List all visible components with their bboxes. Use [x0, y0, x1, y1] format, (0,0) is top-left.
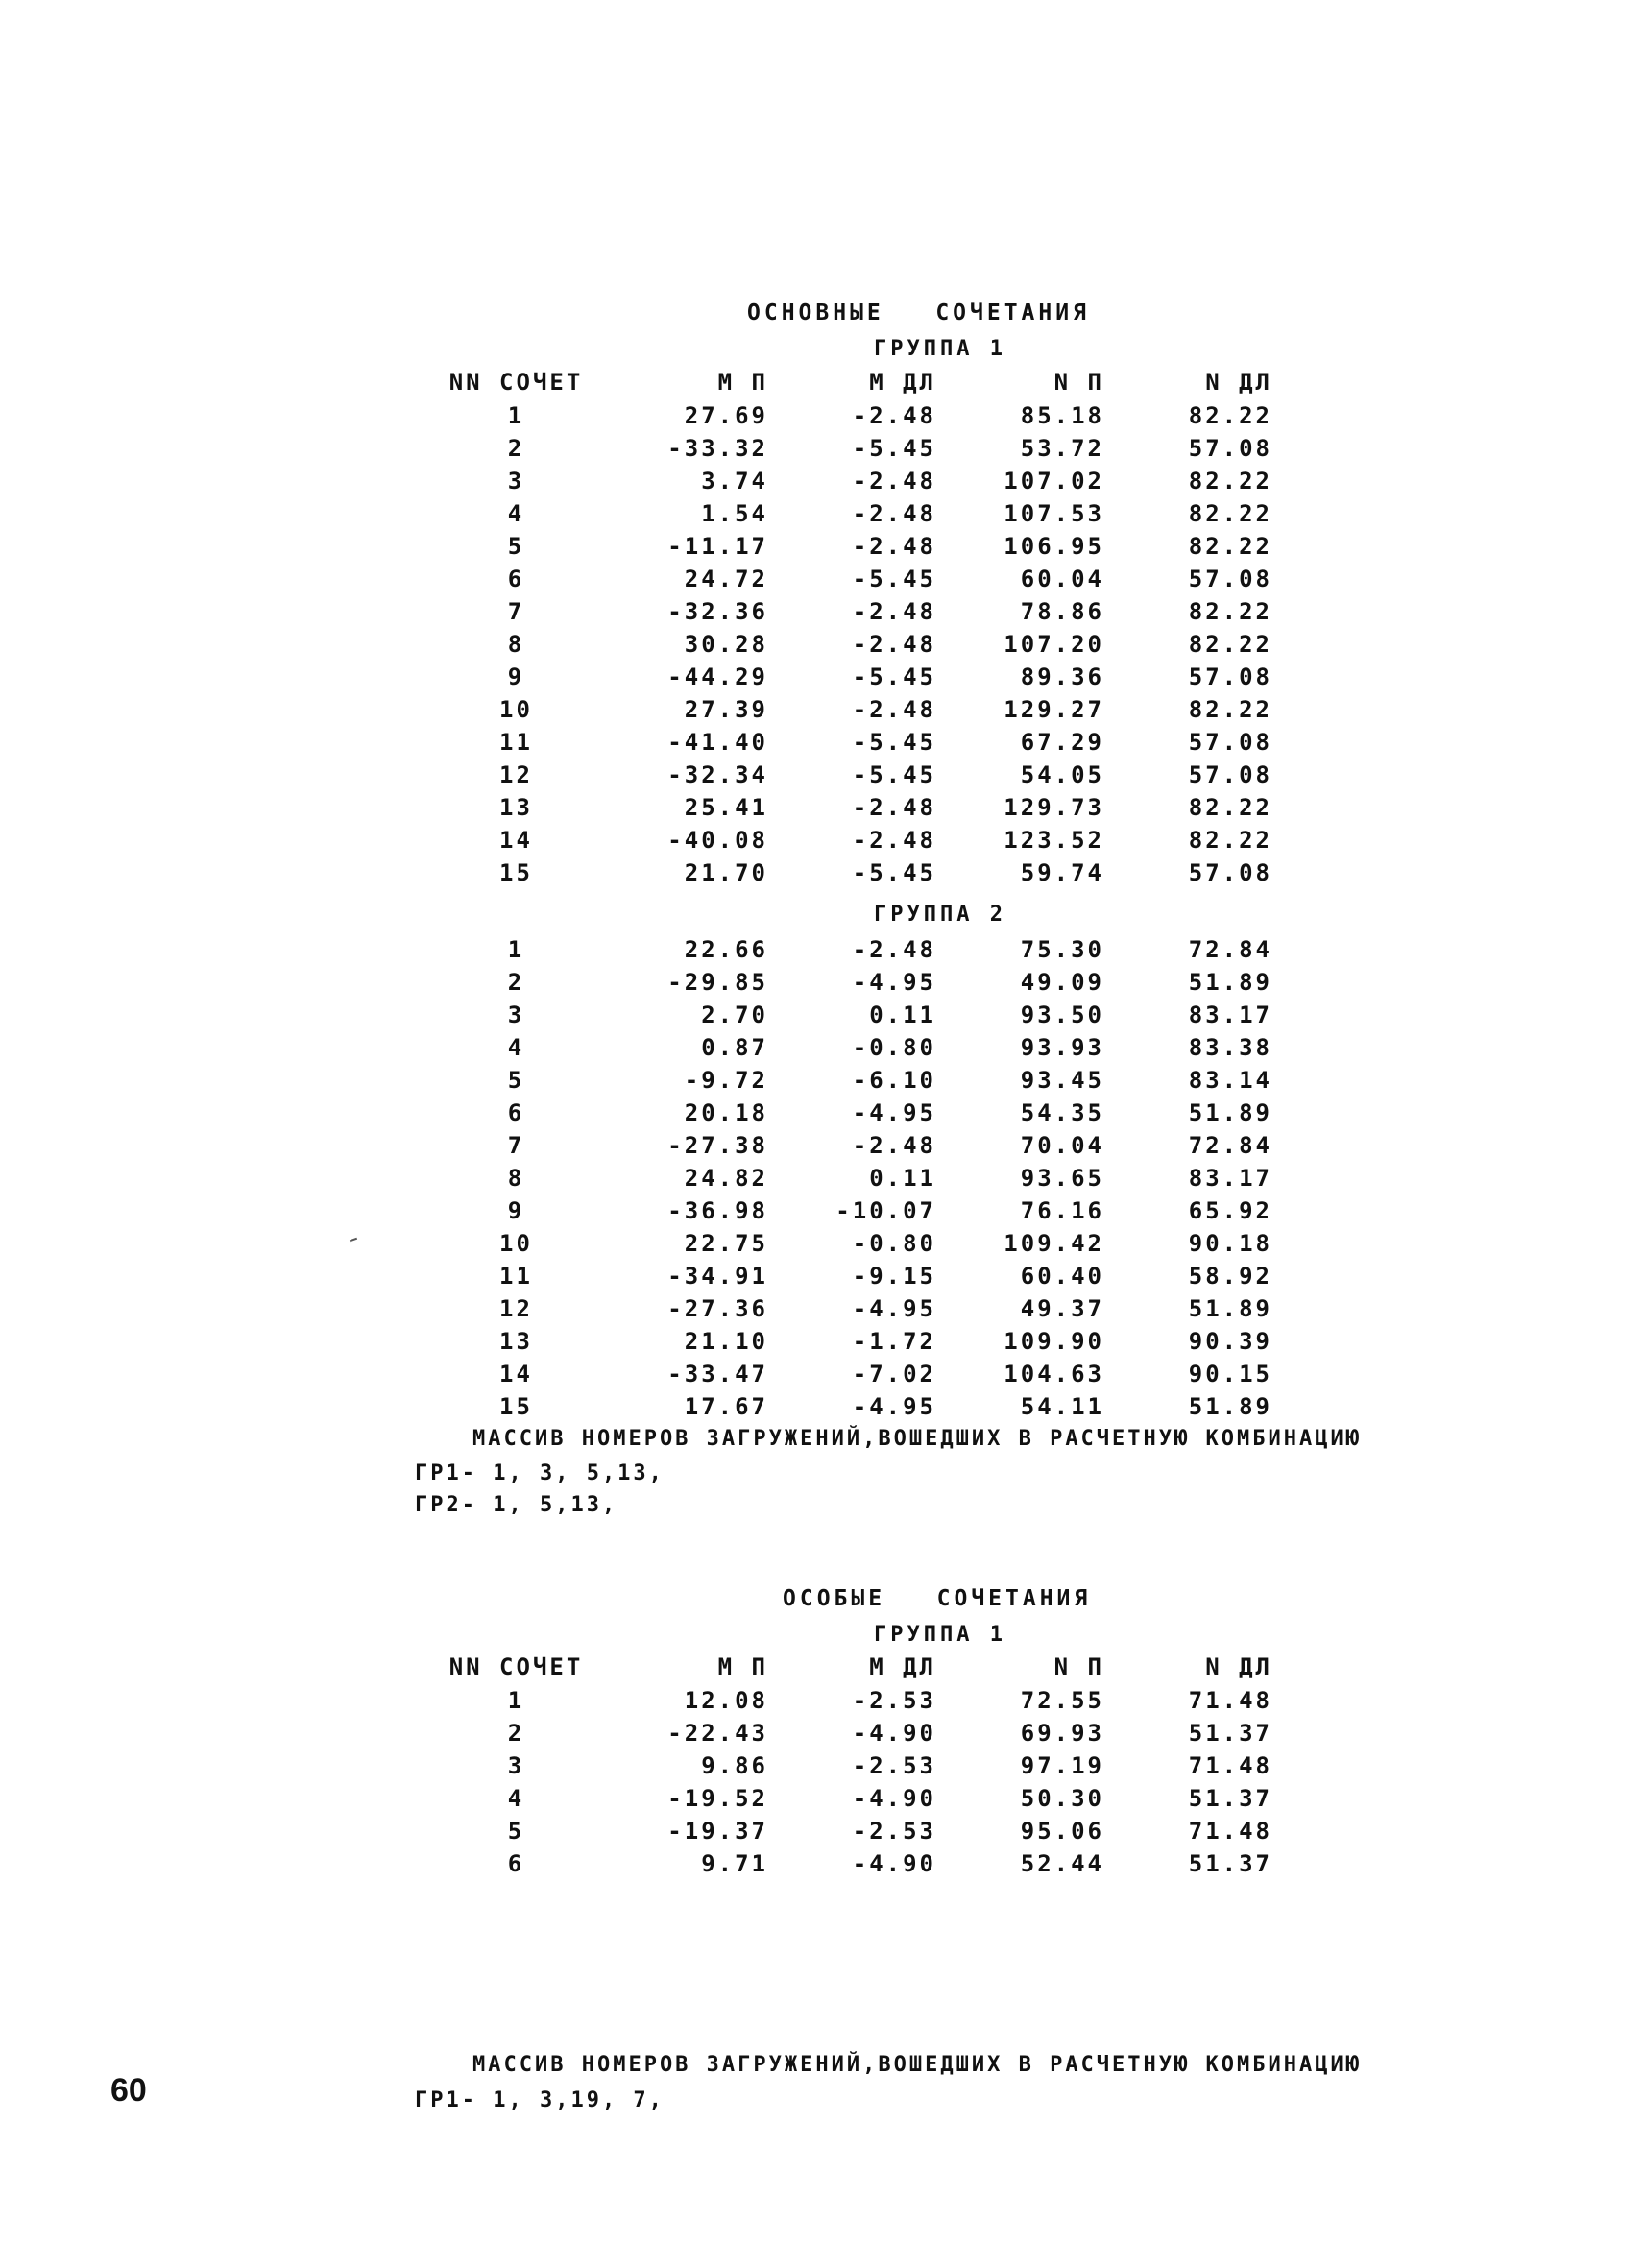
combination-number: 8: [507, 631, 525, 658]
m-dl-value: -0.80: [852, 1230, 936, 1257]
n-dl-value: 90.18: [1188, 1230, 1272, 1257]
m-p-value: -32.34: [667, 761, 768, 788]
combination-number: 12: [499, 761, 533, 788]
m-p-value: -32.36: [667, 598, 768, 625]
n-p-value: 49.09: [1020, 969, 1104, 996]
combination-number: 13: [499, 794, 533, 821]
combination-number: 8: [507, 1165, 525, 1192]
table-row: [427, 1815, 1272, 1847]
m-dl-value: -5.45: [852, 435, 936, 462]
table-row: [427, 999, 1272, 1031]
m-p-value: 9.86: [701, 1752, 768, 1779]
m-p-value: -41.40: [667, 729, 768, 756]
n-p-value: 54.05: [1020, 761, 1104, 788]
header-m-p: М П: [717, 1653, 768, 1680]
stray-mark: [350, 1238, 357, 1243]
m-p-value: 30.28: [684, 631, 768, 658]
m-dl-value: -5.45: [852, 664, 936, 690]
n-p-value: 52.44: [1020, 1850, 1104, 1877]
table-row: [427, 399, 1272, 432]
n-p-value: 69.93: [1020, 1720, 1104, 1747]
n-dl-value: 58.92: [1188, 1263, 1272, 1290]
n-dl-value: 90.39: [1188, 1328, 1272, 1355]
n-dl-value: 72.84: [1188, 936, 1272, 963]
basic-group1-rows: [427, 399, 1272, 889]
basic-group2-rows: [427, 933, 1272, 1423]
basic-combinations-title: ОСНОВНЫЕ СОЧЕТАНИЯ: [747, 301, 1090, 326]
m-p-value: -44.29: [667, 664, 768, 690]
m-p-value: 17.67: [684, 1393, 768, 1420]
table-row: [427, 1227, 1272, 1260]
n-p-value: 50.30: [1020, 1785, 1104, 1812]
m-p-value: -27.38: [667, 1132, 768, 1159]
n-dl-value: 83.17: [1188, 1001, 1272, 1028]
n-dl-value: 71.48: [1188, 1752, 1272, 1779]
n-p-value: 75.30: [1020, 936, 1104, 963]
combination-number: 4: [507, 1034, 525, 1061]
n-p-value: 54.35: [1020, 1099, 1104, 1126]
m-p-value: 22.66: [684, 936, 768, 963]
m-dl-value: -4.90: [852, 1720, 936, 1747]
m-p-value: -22.43: [667, 1720, 768, 1747]
table-row: [427, 726, 1272, 759]
header-n-p: N П: [1053, 1653, 1104, 1680]
table-row: [427, 693, 1272, 726]
n-p-value: 93.93: [1020, 1034, 1104, 1061]
m-dl-value: -2.48: [852, 402, 936, 429]
table-row: [427, 1325, 1272, 1358]
special-note-title: МАССИВ НОМЕРОВ ЗАГРУЖЕНИЙ,ВОШЕДШИХ В РАСЧЕТНУЮ КОМБИНАЦИЮ: [472, 2053, 1362, 2077]
table-row: [427, 595, 1272, 628]
n-dl-value: 90.15: [1188, 1361, 1272, 1387]
combination-number: 7: [507, 1132, 525, 1159]
m-dl-value: -2.53: [852, 1752, 936, 1779]
special-combinations-title: ОСОБЫЕ СОЧЕТАНИЯ: [783, 1586, 1092, 1611]
m-p-value: 21.10: [684, 1328, 768, 1355]
n-p-value: 53.72: [1020, 435, 1104, 462]
n-p-value: 109.90: [1004, 1328, 1104, 1355]
header-nn: NN СОЧЕТ: [448, 369, 584, 396]
table-row: [427, 1684, 1272, 1717]
table-row: [427, 628, 1272, 661]
m-p-value: -36.98: [667, 1197, 768, 1224]
combination-number: 3: [507, 1001, 525, 1028]
m-p-value: 27.39: [684, 696, 768, 723]
n-dl-value: 83.14: [1188, 1067, 1272, 1094]
combination-number: 3: [507, 468, 525, 495]
n-p-value: 95.06: [1020, 1818, 1104, 1845]
m-dl-value: -9.15: [852, 1263, 936, 1290]
special-note-line-1: ГР1- 1, 3,19, 7,: [415, 2088, 665, 2112]
n-dl-value: 82.22: [1188, 794, 1272, 821]
n-dl-value: 82.22: [1188, 827, 1272, 854]
combination-number: 2: [507, 1720, 525, 1747]
n-p-value: 129.73: [1004, 794, 1104, 821]
m-p-value: -29.85: [667, 969, 768, 996]
combination-number: 3: [507, 1752, 525, 1779]
n-p-value: 93.65: [1020, 1165, 1104, 1192]
n-p-value: 93.50: [1020, 1001, 1104, 1028]
n-p-value: 97.19: [1020, 1752, 1104, 1779]
table-row: [427, 563, 1272, 595]
header-n-dl: N ДЛ: [1205, 1653, 1272, 1680]
m-dl-value: -0.80: [852, 1034, 936, 1061]
combination-number: 10: [499, 696, 533, 723]
m-dl-value: -2.48: [852, 598, 936, 625]
n-p-value: 76.16: [1020, 1197, 1104, 1224]
n-p-value: 78.86: [1020, 598, 1104, 625]
combination-number: 13: [499, 1328, 533, 1355]
table-row: [427, 1129, 1272, 1162]
n-dl-value: 82.22: [1188, 533, 1272, 560]
m-dl-value: -2.48: [852, 827, 936, 854]
basic-group2-table: [427, 933, 1272, 1423]
m-dl-value: -5.45: [852, 566, 936, 592]
table-row: [427, 759, 1272, 791]
special-group1-table: [427, 1650, 1272, 1880]
m-dl-value: -4.95: [852, 1393, 936, 1420]
m-dl-value: -4.90: [852, 1850, 936, 1877]
combination-number: 5: [507, 1818, 525, 1845]
header-m-dl: М ДЛ: [869, 369, 936, 396]
n-dl-value: 51.37: [1188, 1850, 1272, 1877]
table-row: [427, 1162, 1272, 1194]
m-dl-value: -4.95: [852, 1295, 936, 1322]
m-p-value: -34.91: [667, 1263, 768, 1290]
header-n-p: N П: [1053, 369, 1104, 396]
m-p-value: 9.71: [701, 1850, 768, 1877]
page-number: 60: [110, 2072, 147, 2109]
table-row: [427, 1717, 1272, 1749]
n-dl-value: 72.84: [1188, 1132, 1272, 1159]
n-dl-value: 83.17: [1188, 1165, 1272, 1192]
basic-note-title: МАССИВ НОМЕРОВ ЗАГРУЖЕНИЙ,ВОШЕДШИХ В РАСЧЕТНУЮ КОМБИНАЦИЮ: [472, 1427, 1362, 1451]
combination-number: 11: [499, 729, 533, 756]
m-dl-value: 0.11: [869, 1001, 936, 1028]
m-dl-value: -7.02: [852, 1361, 936, 1387]
combination-number: 14: [499, 1361, 533, 1387]
n-p-value: 129.27: [1004, 696, 1104, 723]
m-p-value: 25.41: [684, 794, 768, 821]
m-p-value: 1.54: [701, 500, 768, 527]
basic-note-line-2: ГР2- 1, 5,13,: [415, 1493, 618, 1517]
n-p-value: 59.74: [1020, 859, 1104, 886]
table-row: [427, 1390, 1272, 1423]
table-row: [427, 1358, 1272, 1390]
special-group1-rows: [427, 1684, 1272, 1880]
n-p-value: 85.18: [1020, 402, 1104, 429]
combination-number: 6: [507, 1850, 525, 1877]
n-dl-value: 82.22: [1188, 631, 1272, 658]
n-p-value: 93.45: [1020, 1067, 1104, 1094]
n-p-value: 107.53: [1004, 500, 1104, 527]
n-dl-value: 51.37: [1188, 1785, 1272, 1812]
header-nn: NN СОЧЕТ: [448, 1653, 584, 1680]
m-dl-value: -2.48: [852, 468, 936, 495]
table-row: [427, 661, 1272, 693]
n-dl-value: 82.22: [1188, 500, 1272, 527]
combination-number: 7: [507, 598, 525, 625]
n-dl-value: 51.89: [1188, 1099, 1272, 1126]
m-dl-value: -2.48: [852, 500, 936, 527]
basic-group2-title: ГРУППА 2: [874, 903, 1006, 927]
n-p-value: 106.95: [1004, 533, 1104, 560]
table-row: [427, 1064, 1272, 1097]
m-p-value: -40.08: [667, 827, 768, 854]
combination-number: 14: [499, 827, 533, 854]
combination-number: 4: [507, 500, 525, 527]
m-dl-value: -4.95: [852, 1099, 936, 1126]
combination-number: 1: [507, 1687, 525, 1714]
combination-number: 9: [507, 664, 525, 690]
m-p-value: 12.08: [684, 1687, 768, 1714]
m-p-value: -19.52: [667, 1785, 768, 1812]
n-p-value: 123.52: [1004, 827, 1104, 854]
table-row: [427, 465, 1272, 497]
m-dl-value: -6.10: [852, 1067, 936, 1094]
combination-number: 5: [507, 1067, 525, 1094]
n-dl-value: 57.08: [1188, 566, 1272, 592]
n-dl-value: 57.08: [1188, 664, 1272, 690]
m-dl-value: -2.48: [852, 696, 936, 723]
n-dl-value: 71.48: [1188, 1687, 1272, 1714]
combination-number: 6: [507, 1099, 525, 1126]
table-row: [427, 1782, 1272, 1815]
m-p-value: 3.74: [701, 468, 768, 495]
combination-number: 9: [507, 1197, 525, 1224]
basic-group1-table: [427, 365, 1272, 889]
m-dl-value: -2.48: [852, 936, 936, 963]
n-dl-value: 51.89: [1188, 969, 1272, 996]
combination-number: 6: [507, 566, 525, 592]
m-dl-value: -2.48: [852, 533, 936, 560]
combination-number: 4: [507, 1785, 525, 1812]
m-dl-value: -2.53: [852, 1687, 936, 1714]
n-p-value: 89.36: [1020, 664, 1104, 690]
m-dl-value: -5.45: [852, 859, 936, 886]
n-p-value: 54.11: [1020, 1393, 1104, 1420]
n-dl-value: 51.37: [1188, 1720, 1272, 1747]
header-m-p: М П: [717, 369, 768, 396]
m-dl-value: -5.45: [852, 761, 936, 788]
table-row: [427, 857, 1272, 889]
combination-number: 11: [499, 1263, 533, 1290]
combination-number: 12: [499, 1295, 533, 1322]
m-p-value: 24.82: [684, 1165, 768, 1192]
n-p-value: 67.29: [1020, 729, 1104, 756]
n-p-value: 72.55: [1020, 1687, 1104, 1714]
table-header-row: [427, 365, 1272, 399]
combination-number: 2: [507, 435, 525, 462]
combination-number: 2: [507, 969, 525, 996]
n-p-value: 60.40: [1020, 1263, 1104, 1290]
m-p-value: -19.37: [667, 1818, 768, 1845]
n-dl-value: 51.89: [1188, 1295, 1272, 1322]
m-dl-value: -4.90: [852, 1785, 936, 1812]
table-row: [427, 1847, 1272, 1880]
n-p-value: 60.04: [1020, 566, 1104, 592]
n-dl-value: 82.22: [1188, 598, 1272, 625]
combination-number: 15: [499, 859, 533, 886]
n-dl-value: 83.38: [1188, 1034, 1272, 1061]
n-p-value: 107.20: [1004, 631, 1104, 658]
table-row: [427, 432, 1272, 465]
n-p-value: 49.37: [1020, 1295, 1104, 1322]
m-dl-value: -2.48: [852, 1132, 936, 1159]
combination-number: 1: [507, 402, 525, 429]
table-header-row: [427, 1650, 1272, 1684]
basic-note-line-1: ГР1- 1, 3, 5,13,: [415, 1461, 665, 1485]
n-dl-value: 82.22: [1188, 468, 1272, 495]
n-dl-value: 57.08: [1188, 729, 1272, 756]
n-dl-value: 82.22: [1188, 402, 1272, 429]
m-p-value: -9.72: [684, 1067, 768, 1094]
m-dl-value: -2.48: [852, 794, 936, 821]
combination-number: 10: [499, 1230, 533, 1257]
m-dl-value: -5.45: [852, 729, 936, 756]
n-dl-value: 82.22: [1188, 696, 1272, 723]
table-row: [427, 1260, 1272, 1292]
basic-group1-title: ГРУППА 1: [874, 337, 1006, 361]
n-dl-value: 57.08: [1188, 859, 1272, 886]
combination-number: 15: [499, 1393, 533, 1420]
table-row: [427, 1194, 1272, 1227]
m-p-value: 21.70: [684, 859, 768, 886]
n-p-value: 70.04: [1020, 1132, 1104, 1159]
n-dl-value: 57.08: [1188, 761, 1272, 788]
m-dl-value: -2.48: [852, 631, 936, 658]
n-dl-value: 71.48: [1188, 1818, 1272, 1845]
table-row: [427, 1097, 1272, 1129]
m-dl-value: -2.53: [852, 1818, 936, 1845]
special-group1-title: ГРУППА 1: [874, 1623, 1006, 1647]
n-p-value: 104.63: [1004, 1361, 1104, 1387]
n-dl-value: 65.92: [1188, 1197, 1272, 1224]
n-p-value: 109.42: [1004, 1230, 1104, 1257]
combination-number: 5: [507, 533, 525, 560]
table-row: [427, 1749, 1272, 1782]
m-p-value: -11.17: [667, 533, 768, 560]
n-dl-value: 57.08: [1188, 435, 1272, 462]
m-p-value: 0.87: [701, 1034, 768, 1061]
m-p-value: 2.70: [701, 1001, 768, 1028]
m-p-value: 22.75: [684, 1230, 768, 1257]
m-dl-value: -4.95: [852, 969, 936, 996]
table-row: [427, 1292, 1272, 1325]
m-p-value: 20.18: [684, 1099, 768, 1126]
m-p-value: -33.32: [667, 435, 768, 462]
m-p-value: 24.72: [684, 566, 768, 592]
n-dl-value: 51.89: [1188, 1393, 1272, 1420]
m-dl-value: -10.07: [835, 1197, 936, 1224]
table-row: [427, 497, 1272, 530]
table-row: [427, 933, 1272, 966]
combination-number: 1: [507, 936, 525, 963]
m-p-value: -27.36: [667, 1295, 768, 1322]
m-p-value: 27.69: [684, 402, 768, 429]
m-dl-value: -1.72: [852, 1328, 936, 1355]
n-p-value: 107.02: [1004, 468, 1104, 495]
table-row: [427, 966, 1272, 999]
table-row: [427, 530, 1272, 563]
table-row: [427, 1031, 1272, 1064]
header-m-dl: М ДЛ: [869, 1653, 936, 1680]
table-row: [427, 791, 1272, 824]
header-n-dl: N ДЛ: [1205, 369, 1272, 396]
m-p-value: -33.47: [667, 1361, 768, 1387]
table-row: [427, 824, 1272, 857]
m-dl-value: 0.11: [869, 1165, 936, 1192]
